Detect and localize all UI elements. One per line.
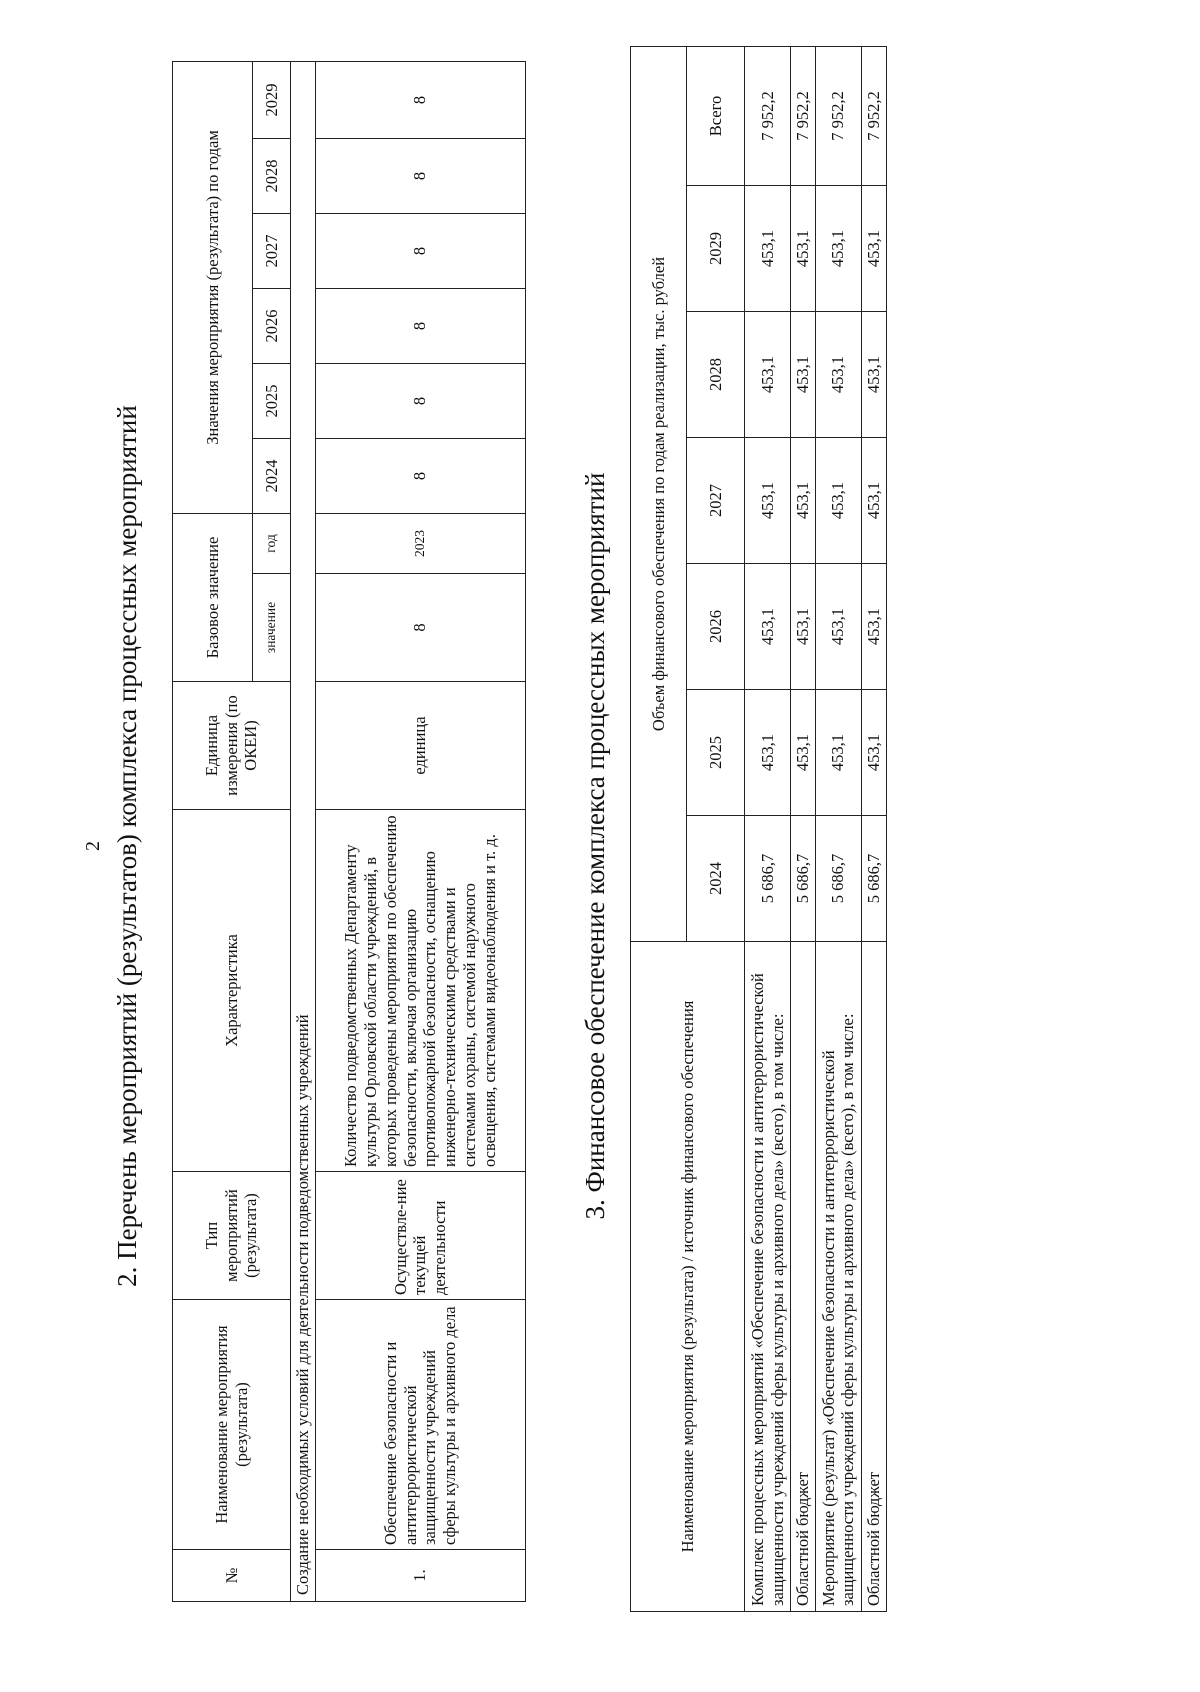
fin-row-value: 453,1 xyxy=(861,438,886,564)
fin-row-value: 453,1 xyxy=(791,690,816,816)
header-base: Базовое значение xyxy=(173,513,253,681)
fin-row-value: 5 686,7 xyxy=(791,816,816,942)
fin-row-value: 5 686,7 xyxy=(861,816,886,942)
header-years-group: Значения мероприятия (результата) по годам xyxy=(173,61,253,513)
fin-row-name: Комплекс процессных мероприятий «Обеспечение безопасности и антитеррористической защищенности учреждений сферы культуры и архивного дела» (всего), в том числе: xyxy=(745,942,791,1612)
fin-row-value: 453,1 xyxy=(815,438,861,564)
header-year: 2027 xyxy=(253,213,291,288)
fin-row-value: 453,1 xyxy=(861,186,886,312)
header-year: 2024 xyxy=(253,438,291,513)
fin-row-value: 453,1 xyxy=(791,186,816,312)
header-num: № xyxy=(173,1550,291,1602)
fin-row-value: 453,1 xyxy=(815,312,861,438)
table-row xyxy=(861,47,886,1612)
row-base-year: 2023 xyxy=(315,513,525,573)
section3-title: 3. Финансовое обеспечение комплекса процессных мероприятий xyxy=(580,472,610,1220)
header-year: 2025 xyxy=(253,363,291,438)
activities-table xyxy=(172,61,526,1602)
fin-row-value: 453,1 xyxy=(791,312,816,438)
header-base-year: год xyxy=(253,513,291,573)
header-fin-year: 2028 xyxy=(687,312,745,438)
header-fin-year: 2027 xyxy=(687,438,745,564)
fin-row-value: 453,1 xyxy=(791,438,816,564)
fin-row-value: 453,1 xyxy=(745,438,791,564)
header-fin-year: 2025 xyxy=(687,690,745,816)
section2-title: 2. Перечень мероприятий (результатов) комплекса процессных мероприятий xyxy=(112,405,142,1287)
header-volume: Объем финансового обеспечения по годам реализации, тыс. рублей xyxy=(631,47,687,942)
fin-row-value: 453,1 xyxy=(791,564,816,690)
table-row xyxy=(315,61,525,1601)
fin-row-value: 453,1 xyxy=(745,312,791,438)
header-fin-year: 2029 xyxy=(687,186,745,312)
fin-row-value: 453,1 xyxy=(861,312,886,438)
section-row-label: Создание необходимых условий для деятельности подведомственных учреждений xyxy=(291,61,316,1601)
fin-row-value: 5 686,7 xyxy=(815,816,861,942)
row-value: 8 xyxy=(315,363,525,438)
header-fin-total: Всего xyxy=(687,47,745,186)
section-row xyxy=(291,61,316,1601)
fin-row-value: 453,1 xyxy=(745,564,791,690)
row-characteristic: Количество подведомственных Департаменту культуры Орловской области учреждений, в которых проведены мероприятия по обеспечению безопасности, включая организацию противопожарной безопасности, оснащению инженерно-техническими средствами и системами охраны, системой наружного освещения, системами видеонаблюдения и т. д. xyxy=(315,810,525,1172)
fin-row-total: 7 952,2 xyxy=(745,47,791,186)
header-fin-name: Наименование мероприятия (результата) / источник финансового обеспечения xyxy=(631,942,745,1612)
row-unit: единица xyxy=(315,682,525,810)
header-fin-year: 2024 xyxy=(687,816,745,942)
row-num: 1. xyxy=(315,1550,525,1602)
row-name: Обеспечение безопасности и антитеррористической защищенности учреждений сферы культуры и архивного дела xyxy=(315,1300,525,1550)
fin-row-value: 5 686,7 xyxy=(745,816,791,942)
row-value: 8 xyxy=(315,288,525,363)
fin-row-total: 7 952,2 xyxy=(791,47,816,186)
row-value: 8 xyxy=(315,138,525,213)
row-type: Осуществле-ние текущей деятельности xyxy=(315,1172,525,1300)
fin-row-value: 453,1 xyxy=(815,186,861,312)
header-unit: Единица измерения (по ОКЕИ) xyxy=(173,682,291,810)
table-row xyxy=(745,47,791,1612)
header-base-value: значение xyxy=(253,574,291,682)
fin-row-name: Областной бюджет xyxy=(791,942,816,1612)
fin-row-value: 453,1 xyxy=(745,186,791,312)
fin-row-total: 7 952,2 xyxy=(815,47,861,186)
fin-row-value: 453,1 xyxy=(861,564,886,690)
fin-row-total: 7 952,2 xyxy=(861,47,886,186)
fin-row-name: Областной бюджет xyxy=(861,942,886,1612)
header-year: 2028 xyxy=(253,138,291,213)
table-row xyxy=(815,47,861,1612)
financing-table xyxy=(630,46,887,1612)
header-name: Наименование мероприятия (результата) xyxy=(173,1300,291,1550)
fin-row-value: 453,1 xyxy=(815,690,861,816)
row-value: 8 xyxy=(315,61,525,138)
row-base-value: 8 xyxy=(315,574,525,682)
fin-row-value: 453,1 xyxy=(745,690,791,816)
table-row xyxy=(791,47,816,1612)
header-year: 2026 xyxy=(253,288,291,363)
header-characteristic: Характеристика xyxy=(173,810,291,1172)
header-year: 2029 xyxy=(253,61,291,138)
fin-row-value: 453,1 xyxy=(861,690,886,816)
row-value: 8 xyxy=(315,438,525,513)
header-fin-year: 2026 xyxy=(687,564,745,690)
fin-row-value: 453,1 xyxy=(815,564,861,690)
row-value: 8 xyxy=(315,213,525,288)
header-type: Тип мероприятий (результата) xyxy=(173,1172,291,1300)
page-number: 2 xyxy=(82,841,104,851)
fin-row-name: Мероприятие (результат) «Обеспечение безопасности и антитеррористической защищенности учреждений сферы культуры и архивного дела» (всего), в том числе: xyxy=(815,942,861,1612)
